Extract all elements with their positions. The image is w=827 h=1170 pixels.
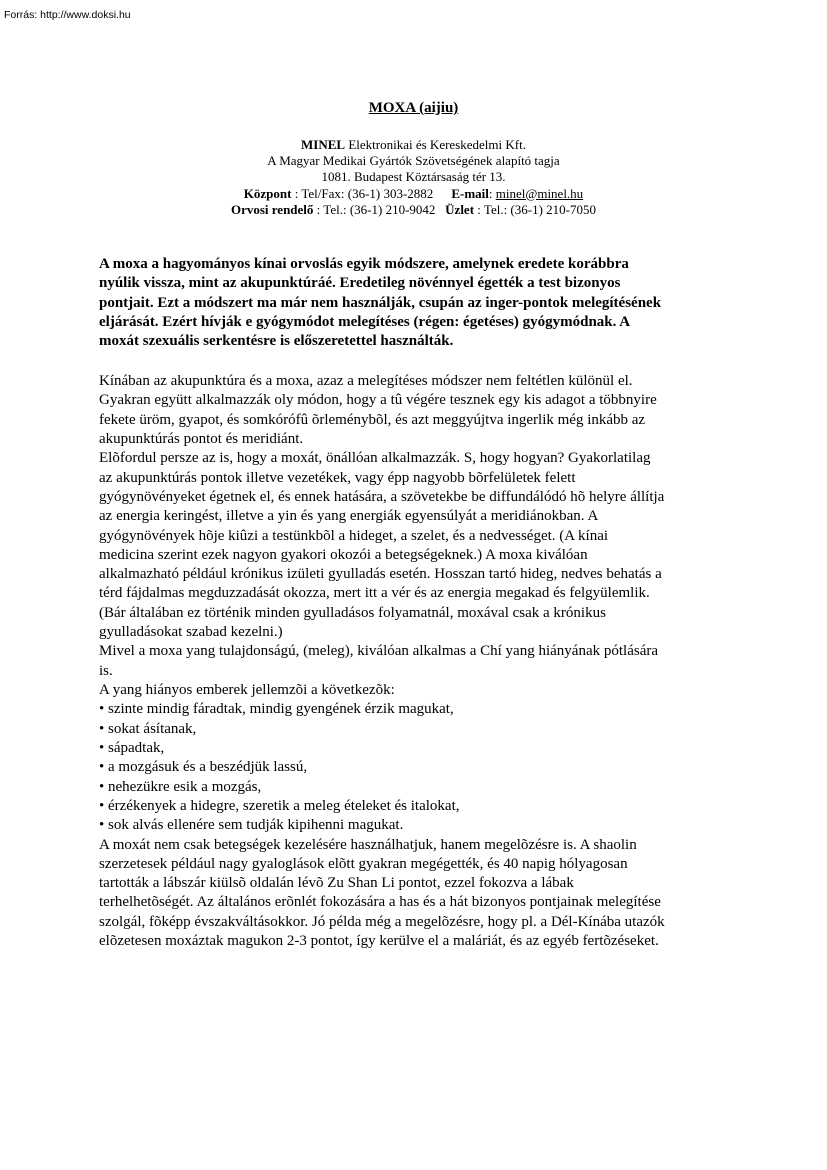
uzlet-phone: : Tel.: (36-1) 210-7050 bbox=[474, 201, 597, 217]
body-line: alkalmazható például krónikus izületi gyulladás esetén. Hosszan tartó hideg, nedves behatás a bbox=[99, 566, 662, 583]
list-item: • sok alvás ellenére sem tudják kipihenni magukat. bbox=[99, 817, 404, 834]
intro-paragraph bbox=[99, 255, 739, 351]
contact-line-1 bbox=[0, 186, 827, 202]
body-line: az akupunktúrás pontok illetve vezetékek, vagy épp nagyobb bõrfelületek felett bbox=[99, 469, 576, 486]
kozpont-phone: : Tel/Fax: (36-1) 303-2882 bbox=[291, 185, 434, 201]
intro-line: moxát szexuális serkentésre is előszeretettel használták. bbox=[99, 333, 454, 350]
list-item: • sokat ásítanak, bbox=[99, 720, 197, 737]
page-title: MOXA (aijiu) bbox=[368, 100, 459, 116]
list-item: • érzékenyek a hidegre, szeretik a meleg ételeket és italokat, bbox=[99, 797, 460, 814]
body-line: szerzetesek például nagy gyaloglások elõtt gyakran megégették, és 40 napig hólyagosan bbox=[99, 855, 628, 872]
body-line: gyógynövények hõje kiûzi a testünkbõl a hideget, a szelet, és a nedvességet. (A kínai bbox=[99, 527, 609, 544]
email-separator: : bbox=[488, 185, 496, 201]
company-line bbox=[0, 137, 827, 153]
intro-line: A moxa a hagyományos kínai orvoslás egyik módszere, amelynek eredete korábbra bbox=[99, 256, 629, 272]
list-item: • nehezükre esik a mozgás, bbox=[99, 778, 262, 795]
body-line: szolgál, fõképp évszakváltásokkor. Jó példa még a megelõzésre, hogy pl. a Dél-Kínába utazók bbox=[99, 913, 665, 930]
body-line: medicina szerint ezek nagyon gyakori okozói a betegségeknek.) A moxa kiválóan bbox=[99, 546, 588, 563]
intro-line: pontjait. Ezt a módszert ma már nem használják, csupán az inger-pontok melegítésének bbox=[99, 294, 662, 311]
company-name: MINEL bbox=[301, 137, 346, 152]
source-note: Forrás: http://www.doksi.hu bbox=[4, 9, 131, 21]
body-line: Elõfordul persze az is, hogy a moxát, önállóan alkalmazzák. S, hogy hogyan? Gyakorlatilag bbox=[99, 450, 651, 467]
body-line: Mivel a moxa yang tulajdonságú, (meleg), kiválóan alkalmas a Chí yang hiányának pótlására bbox=[99, 643, 658, 660]
body-line: Kínában az akupunktúra és a moxa, azaz a melegítéses módszer nem feltétlen különül el. bbox=[99, 373, 633, 389]
body-line: A yang hiányos emberek jellemzõi a következõk: bbox=[99, 682, 395, 698]
body-line: A moxát nem csak betegségek kezelésére használhatjuk, hanem megelõzésre is. A shaolin bbox=[99, 836, 637, 853]
intro-line: nyúlik vissza, mint az akupunktúráé. Eredetileg növénnyel égették a test bizonyos bbox=[99, 275, 621, 292]
body-line: fekete üröm, gyapot, és somkórófû õrleménybõl, és azt meggyújtva ingerlik még inkább az bbox=[99, 411, 646, 428]
body-line: térd fájdalmas megduzzadását okozza, mert itt a vér és az energia megakad és felgyülemlik. bbox=[99, 585, 650, 602]
body-line: elõzetesen moxáztak magukon 2-3 pontot, így kerülve el a maláriát, és az egyéb fertõzéseket. bbox=[99, 933, 659, 950]
association-line: A Magyar Medikai Gyártók Szövetségének alapító tagja bbox=[267, 153, 560, 169]
body-text bbox=[99, 372, 739, 951]
orvosi-label: Orvosi rendelő bbox=[230, 201, 314, 217]
company-header bbox=[0, 137, 827, 218]
kozpont-label: Központ bbox=[243, 185, 292, 201]
body-line: terhelhetõségét. Az általános erõnlét fokozására a has és a hát bizonyos pontjainak melegítése bbox=[99, 894, 661, 911]
intro-line: eljárását. Ezért hívják e gyógymódot melegítéses (régen: égetéses) gyógymódnak. A bbox=[99, 313, 631, 330]
body-line: gyulladásokat szabad kezelni.) bbox=[99, 624, 283, 641]
email-label: E-mail bbox=[451, 185, 489, 201]
body-line: az energia keringést, illetve a yin és yang energiák egyensúlyát a meridiánokban. A bbox=[99, 508, 599, 525]
email-link[interactable]: minel@minel.hu bbox=[495, 185, 584, 201]
body-line: is. bbox=[99, 662, 113, 679]
orvosi-phone: : Tel.: (36-1) 210-9042 bbox=[313, 201, 436, 217]
body-line: gyógynövényeket égetnek el, és ennek hatására, a szövetekbe be diffundálódó hõ helyre állítja bbox=[99, 488, 665, 505]
list-item: • szinte mindig fáradtak, mindig gyengének érzik magukat, bbox=[99, 701, 454, 718]
list-item: • a mozgásuk és a beszédjük lassú, bbox=[99, 759, 308, 776]
uzlet-label: Üzlet bbox=[445, 201, 475, 217]
body-line: tartották a lábszár kiülsõ oldalán lévõ Zu Shan Li pontot, ezzel fokozva a lábak bbox=[99, 875, 574, 892]
company-description: Elektronikai és Kereskedelmi Kft. bbox=[345, 137, 526, 152]
list-item: • sápadtak, bbox=[99, 739, 165, 756]
address-line: 1081. Budapest Köztársaság tér 13. bbox=[321, 169, 506, 185]
body-line: Gyakran együtt alkalmazzák oly módon, hogy a tû végére tesznek egy kis adagot a többnyire bbox=[99, 392, 657, 409]
body-line: akupunktúrás pontot és meridiánt. bbox=[99, 430, 304, 447]
contact-line-2 bbox=[0, 202, 827, 218]
body-line: (Bár általában ez történik minden gyulladásos folyamatnál, moxával csak a krónikus bbox=[99, 604, 606, 621]
